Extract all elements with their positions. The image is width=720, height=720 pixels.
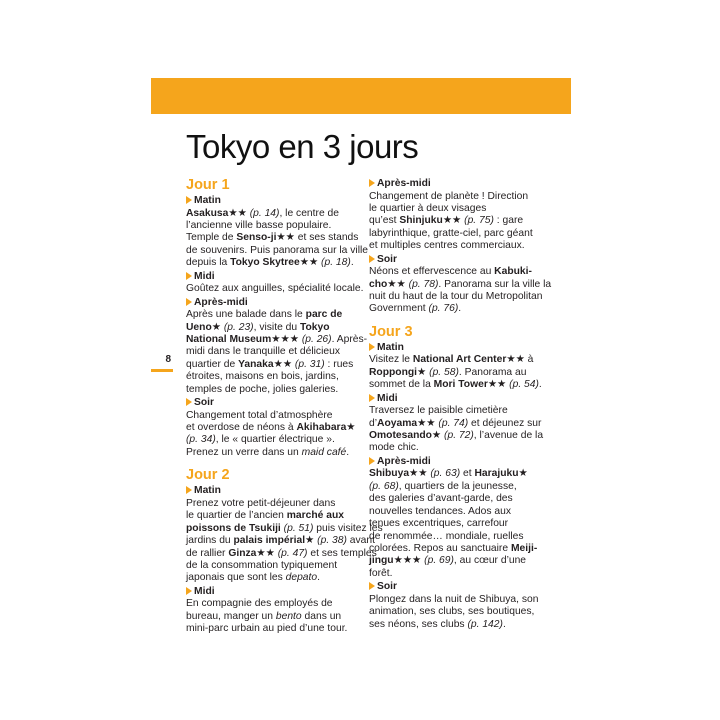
text-line [369, 367, 549, 379]
text-line [369, 468, 549, 480]
time-slot-label: Midi [194, 270, 215, 282]
body-text: avant [346, 535, 375, 547]
body-text: et [460, 468, 475, 480]
place-name: Ueno★ [186, 321, 221, 333]
body-text: . [538, 379, 542, 391]
text-line [369, 291, 549, 303]
body-text: . [317, 572, 320, 584]
time-slot-label: Midi [377, 392, 398, 404]
body-text: nouvelles tendances. Ados aux [369, 505, 511, 517]
place-name: Meiji- [510, 542, 538, 554]
body-text: depuis la [186, 257, 231, 269]
body-text: Changement de planète ! Direction [369, 190, 529, 202]
text-line [369, 555, 549, 567]
page-reference: (p. 23) [220, 321, 254, 333]
place-name: parc de [305, 309, 343, 321]
body-text: Prenez votre petit-déjeuner dans [186, 497, 336, 509]
place-name: National Art Center★★ [412, 354, 525, 366]
body-text: mini-parc urbain au pied d’une tour. [186, 623, 348, 635]
body-text: Changement total d’atmosphère [186, 409, 333, 421]
page-number-rule [151, 369, 173, 372]
body-text: l’ancienne ville basse populaire. [186, 220, 332, 231]
page-reference: (p. 142) [467, 618, 503, 630]
place-name: Mori Tower★★ [433, 379, 507, 391]
body-text: Néons et effervescence au [369, 266, 495, 278]
text-line [186, 283, 366, 295]
itinerary-paragraph [369, 191, 549, 253]
place-name: Asakusa★★ [186, 207, 247, 219]
time-slot-heading [186, 485, 366, 498]
text-line [369, 240, 549, 252]
text-line [186, 220, 366, 232]
place-name: Ginza★★ [228, 547, 275, 559]
triangle-bullet-icon [369, 255, 375, 263]
text-line [186, 322, 366, 334]
body-text: , le centre de [279, 207, 339, 219]
body-text: , au cœur d’une [453, 555, 527, 567]
page-title: Tokyo en 3 jours [186, 128, 419, 165]
body-text: à [524, 354, 534, 366]
itinerary-paragraph [186, 207, 369, 270]
place-name: Shinjuku★★ [399, 215, 462, 227]
text-line [369, 303, 549, 315]
body-text: jardins du [186, 535, 234, 547]
page-reference: (p. 18) [318, 257, 351, 269]
header-color-band [151, 78, 571, 114]
body-text: midi dans le tranquille et délicieux [186, 346, 340, 358]
body-text: tenues excentriques, carrefour [369, 518, 509, 530]
body-text: animation, ses clubs, ses boutiques, [369, 606, 535, 618]
text-line [186, 522, 383, 535]
body-text: et déjeunez sur [468, 417, 542, 429]
body-text: : rues [324, 358, 354, 370]
itinerary-paragraph [369, 266, 552, 316]
page-reference: (p. 26) [298, 334, 332, 346]
text-line [369, 619, 549, 631]
body-text: . [502, 618, 506, 630]
text-line [369, 531, 549, 543]
place-name: Roppongi★ [369, 366, 427, 378]
body-text: étroites, maisons en bois, jardins, [186, 371, 339, 383]
time-slot-label: Soir [377, 253, 398, 265]
page-reference: (p. 38) [314, 535, 347, 547]
place-name: Tokyo [299, 321, 330, 333]
page-reference: (p. 76) [428, 303, 459, 315]
body-text: de la consommation typiquement [186, 559, 338, 571]
text-line [369, 481, 549, 493]
time-slot-heading [369, 581, 549, 594]
text-line [186, 359, 366, 371]
place-name: Omotesando★ [369, 430, 442, 442]
page-reference: (p. 14) [246, 207, 280, 219]
body-text: dans un [301, 610, 342, 622]
place-name: Harajuku★ [474, 468, 528, 480]
text-line [186, 535, 375, 547]
time-slot-heading [186, 271, 366, 284]
text-line [186, 560, 366, 572]
text-line [369, 430, 549, 442]
time-slot-heading [369, 456, 549, 469]
body-text: des galeries d’avant-garde, des [369, 493, 513, 505]
page-reference: (p. 54) [506, 379, 539, 391]
body-text: , l’avenue de la [473, 430, 544, 442]
body-text: et ses temples [307, 547, 377, 559]
body-text: . [346, 446, 350, 458]
body-text: Temple de [186, 232, 237, 244]
day-heading: Jour 3 [369, 323, 413, 340]
body-text: Government [369, 303, 429, 315]
page-reference: (p. 78) [405, 278, 439, 290]
text-line [369, 354, 549, 366]
body-text: quartier de [186, 358, 239, 370]
place-name: Kabuki- [494, 266, 532, 278]
body-text: de renommée… mondiale, ruelles [369, 530, 524, 542]
time-slot-label: Soir [194, 397, 215, 409]
text-line [369, 518, 549, 530]
itinerary-paragraph [186, 283, 366, 295]
text-line [186, 598, 366, 610]
text-line [186, 447, 366, 459]
place-name: palais impérial★ [233, 535, 315, 547]
text-line [369, 203, 549, 215]
itinerary-column-right [369, 177, 552, 632]
body-text: , visite du [253, 321, 300, 333]
text-line [369, 606, 549, 618]
place-name: poissons de Tsukiji [186, 522, 281, 534]
time-slot-label: Matin [194, 485, 221, 497]
page-reference: maid café [301, 446, 347, 458]
text-line [186, 422, 366, 434]
body-text: : gare [493, 215, 524, 227]
place-name: Senso-ji★★ [236, 232, 295, 244]
page-reference: (p. 75) [461, 215, 494, 227]
page-reference: (p. 63) [427, 468, 461, 480]
place-name: Yanaka★★ [238, 358, 293, 370]
triangle-bullet-icon [369, 582, 375, 590]
text-line [369, 379, 549, 391]
itinerary-paragraph [369, 594, 549, 631]
place-name: Tokyo Skytree★★ [230, 257, 319, 269]
text-line [186, 572, 366, 584]
body-text: d’ [369, 417, 378, 429]
body-text: En compagnie des employés de [186, 598, 333, 610]
place-name: Shibuya★★ [369, 468, 428, 480]
text-line [186, 434, 366, 446]
body-text: le quartier à deux visages [369, 203, 487, 214]
text-line [186, 309, 366, 321]
text-line [369, 266, 549, 278]
page-reference: depato [285, 572, 318, 584]
itinerary-paragraph [369, 405, 549, 455]
text-line [369, 228, 549, 240]
place-name: National Museum★★★ [186, 334, 299, 346]
time-slot-heading [369, 254, 549, 267]
body-text: . Après- [331, 334, 368, 346]
time-slot-label: Après-midi [194, 296, 248, 308]
text-line [186, 346, 366, 358]
page-reference: (p. 74) [435, 417, 469, 429]
body-text: Prenez un verre dans un [186, 446, 302, 458]
body-text: Plongez dans la nuit de Shibuya, son [369, 593, 539, 605]
text-line [369, 594, 549, 606]
itinerary-paragraph [186, 598, 366, 635]
time-slot-label: Soir [377, 581, 398, 593]
body-text: . [350, 257, 354, 269]
time-slot-heading [369, 393, 549, 406]
triangle-bullet-icon [186, 272, 192, 280]
time-slot-label: Matin [194, 195, 221, 206]
page-reference: bento [275, 610, 302, 622]
text-line [369, 506, 549, 518]
body-text: Traversez le paisible cimetière [369, 405, 508, 417]
text-line [369, 191, 549, 203]
itinerary-paragraph [186, 410, 366, 460]
body-text: de souvenirs. Puis panorama sur la ville [186, 244, 369, 256]
triangle-bullet-icon [186, 298, 192, 306]
body-text: de rallier [186, 547, 229, 559]
place-name: jingu★★★ [369, 555, 422, 567]
body-text: Après une balade dans le [186, 309, 306, 321]
triangle-bullet-icon [369, 457, 375, 465]
body-text: le quartier de l’ancien [186, 510, 287, 522]
text-line [186, 208, 366, 220]
text-line [369, 278, 552, 291]
triangle-bullet-icon [186, 398, 192, 406]
time-slot-heading [186, 397, 366, 410]
text-line [186, 384, 366, 396]
body-text: . Panorama au [458, 366, 527, 378]
time-slot-label: Matin [377, 341, 404, 353]
body-text: mode chic. [369, 442, 419, 454]
place-name: Akihabara★ [296, 422, 356, 434]
text-line [186, 611, 366, 623]
text-line [369, 543, 549, 555]
triangle-bullet-icon [369, 179, 375, 187]
triangle-bullet-icon [186, 587, 192, 595]
text-line [186, 334, 366, 346]
time-slot-label: Après-midi [377, 455, 431, 467]
body-text: nuit du haut de la tour du Metropolitan [369, 291, 543, 303]
body-text: et multiples centres commerciaux. [369, 240, 525, 252]
triangle-bullet-icon [369, 343, 375, 351]
day-heading: Jour 1 [186, 177, 230, 193]
body-text: sommet de la [369, 379, 434, 391]
text-line [186, 371, 366, 383]
time-slot-heading [186, 586, 366, 599]
page-number-marker [151, 354, 173, 372]
body-text: forêt. [369, 567, 393, 579]
body-text: qu’est [369, 215, 400, 227]
text-line [186, 623, 366, 635]
place-name: cho★★ [369, 278, 406, 290]
body-text: . Panorama sur la ville la [438, 278, 552, 290]
itinerary-paragraph [369, 354, 549, 391]
page-reference: (p. 31) [292, 358, 325, 370]
text-line [186, 257, 366, 269]
page-reference: (p. 58) [426, 366, 459, 378]
body-text: , le « quartier électrique ». [215, 434, 335, 446]
page-reference: (p. 69) [421, 555, 454, 567]
itinerary-paragraph [186, 309, 366, 396]
page-reference: (p. 72) [441, 430, 474, 442]
text-line [186, 244, 369, 257]
text-line [369, 405, 549, 417]
text-line [186, 498, 366, 510]
body-text: japonais que sont les [186, 572, 286, 584]
text-line [186, 232, 366, 244]
place-name: Aoyama★★ [377, 417, 436, 429]
triangle-bullet-icon [369, 394, 375, 402]
body-text: Visitez le [369, 354, 413, 366]
time-slot-heading [369, 342, 549, 355]
page-number: 8 [165, 354, 171, 365]
body-text: puis visitez les [313, 522, 383, 534]
place-name: marché aux [286, 510, 344, 522]
body-text: temples de poche, jolies galeries. [186, 383, 339, 395]
itinerary-paragraph [369, 468, 549, 580]
body-text: ses néons, ses clubs [369, 618, 468, 630]
text-line [369, 493, 549, 505]
time-slot-heading [186, 297, 366, 310]
body-text: , quartiers de la jeunesse, [398, 480, 517, 492]
text-line [369, 215, 549, 227]
page-reference: (p. 51) [280, 522, 314, 534]
page-reference: (p. 34) [186, 434, 216, 446]
text-line [369, 418, 549, 430]
body-text: labyrinthique, gratte-ciel, parc géant [369, 227, 533, 239]
page-reference: (p. 68) [369, 480, 399, 492]
time-slot-heading [369, 178, 549, 191]
day-heading: Jour 2 [186, 467, 230, 484]
time-slot-label: Après-midi [377, 178, 431, 189]
text-line [186, 410, 366, 422]
triangle-bullet-icon [186, 486, 192, 494]
triangle-bullet-icon [186, 196, 192, 204]
text-line [186, 510, 366, 522]
time-slot-label: Midi [194, 585, 215, 597]
text-line [369, 442, 549, 454]
body-text: et ses stands [294, 232, 359, 244]
text-line [369, 568, 549, 580]
body-text: bureau, manger un [186, 610, 276, 622]
page-reference: (p. 47) [274, 547, 308, 559]
body-text: Goûtez aux anguilles, spécialité locale. [186, 283, 364, 295]
body-text: et overdose de néons à [186, 422, 297, 434]
body-text: . [458, 303, 462, 315]
body-text: colorées. Repos au sanctuaire [369, 542, 511, 554]
text-line [186, 547, 377, 560]
time-slot-heading [186, 195, 366, 208]
